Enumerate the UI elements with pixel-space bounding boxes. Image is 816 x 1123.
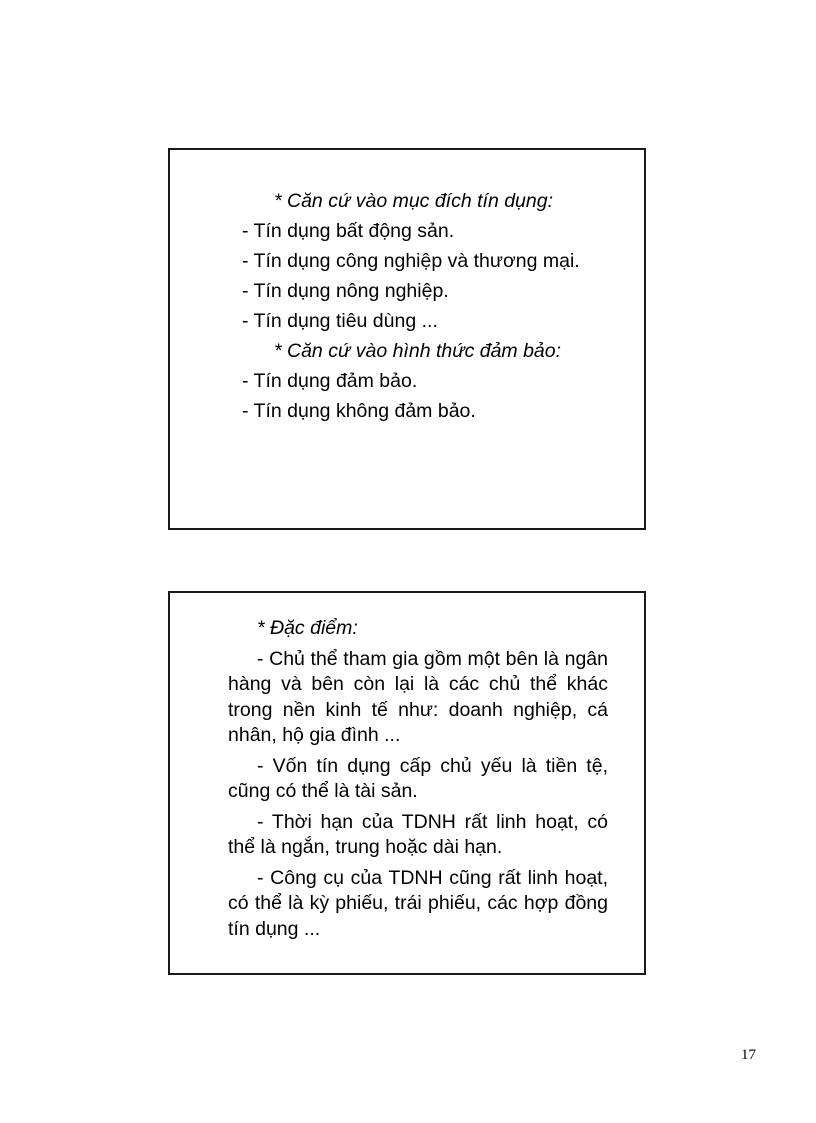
list-item: - Tín dụng đảm bảo. [242, 370, 418, 392]
slide-content [228, 616, 608, 947]
slide-characteristics [168, 591, 646, 975]
list-item: - Tín dụng nông nghiệp. [242, 280, 449, 302]
paragraph: - Chủ thể tham gia gồm một bên là ngân hàng và bên còn lại là các chủ thể khác trong nền kinh tế như: doanh nghiệp, cá nhân, hộ gia đình ... [228, 647, 608, 746]
list-item: - Tín dụng bất động sản. [242, 220, 455, 242]
heading-characteristics: * Đặc điểm: [257, 617, 358, 639]
paragraph: - Vốn tín dụng cấp chủ yếu là tiền tệ, cũng có thể là tài sản. [228, 754, 608, 802]
page-number: 17 [741, 1047, 756, 1063]
heading-guarantee: * Căn cứ vào hình thức đảm bảo: [274, 340, 562, 362]
paragraph: - Thời hạn của TDNH rất linh hoạt, có thể là ngắn, trung hoặc dài hạn. [228, 810, 608, 858]
heading-purpose: * Căn cứ vào mục đích tín dụng: [274, 190, 554, 212]
list-item: - Tín dụng tiêu dùng ... [242, 310, 438, 332]
paragraph: - Công cụ của TDNH cũng rất linh hoạt, có thể là kỳ phiếu, trái phiếu, các hợp đồng tín dụng ... [228, 866, 608, 940]
list-item: - Tín dụng không đảm bảo. [242, 400, 476, 422]
slide-content [242, 186, 642, 426]
list-item: - Tín dụng công nghiệp và thương mại. [242, 250, 580, 272]
slide-credit-classification [168, 148, 646, 530]
